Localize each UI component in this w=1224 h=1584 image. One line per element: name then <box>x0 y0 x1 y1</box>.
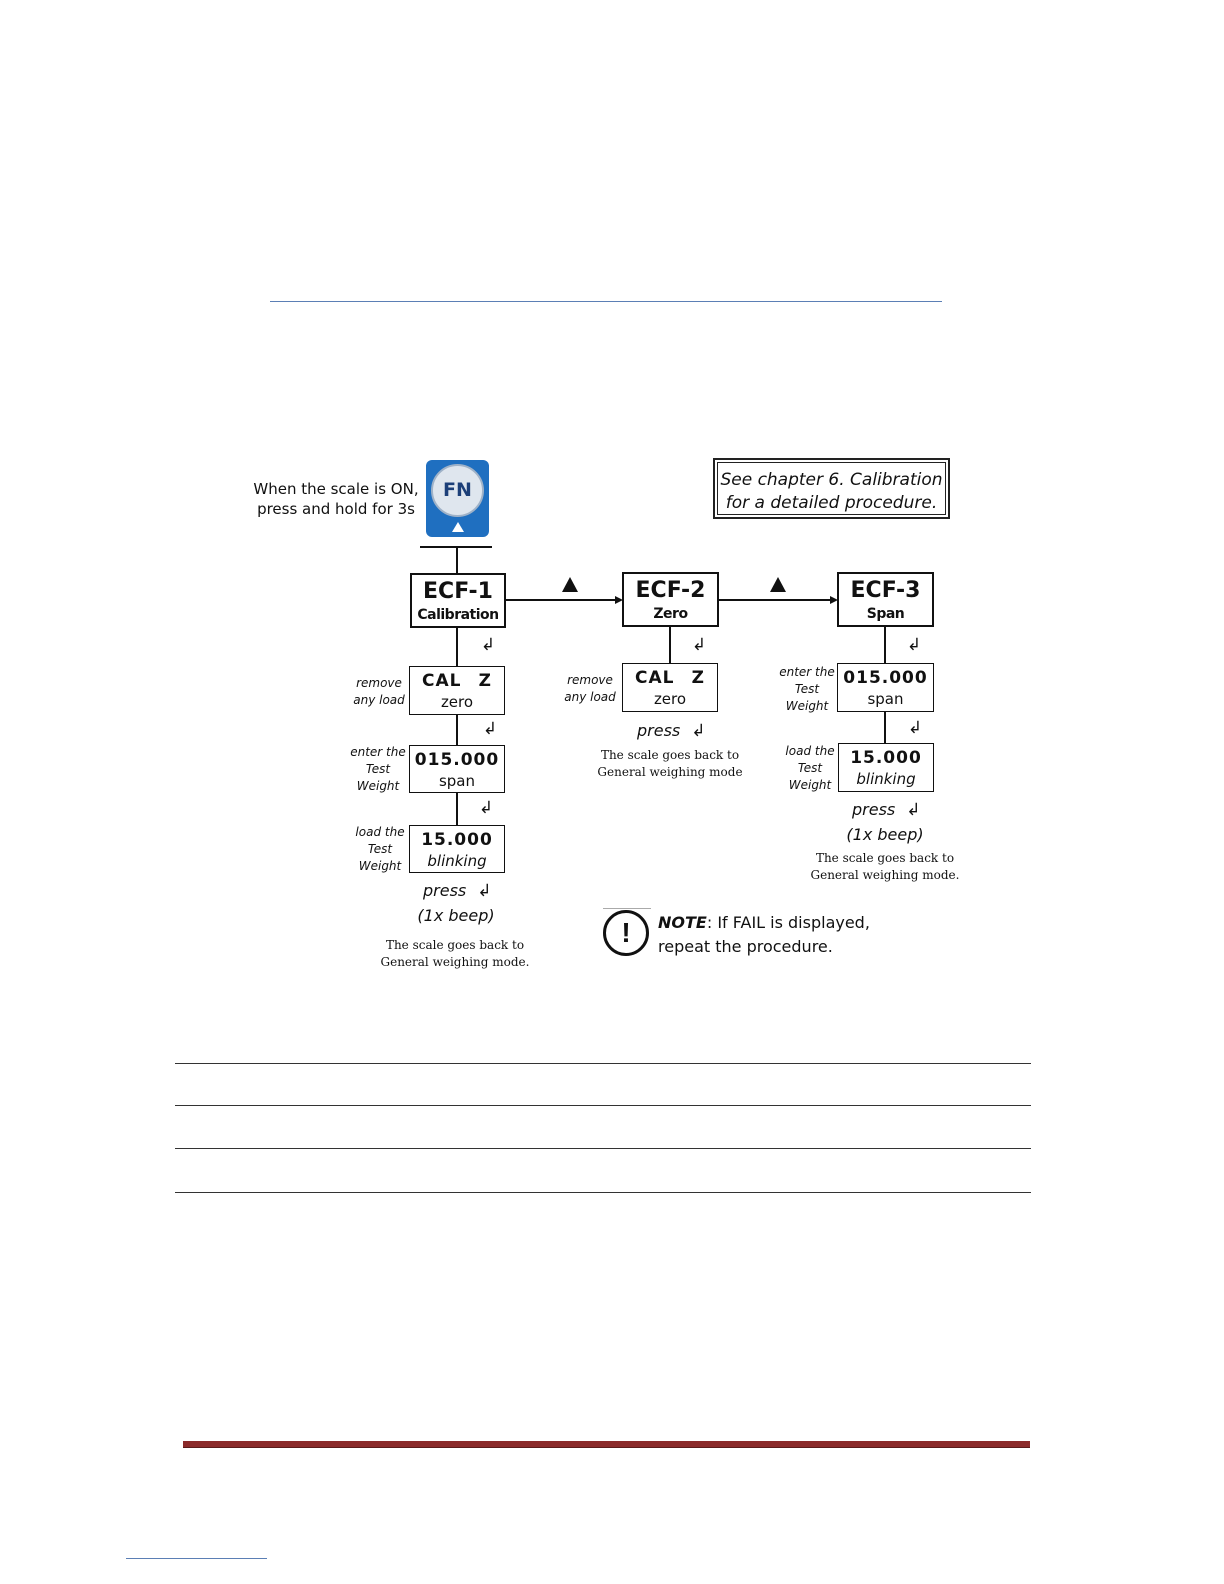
ecf2-result <box>585 747 755 781</box>
ecf2-press <box>637 721 706 741</box>
press-text: press <box>852 800 896 819</box>
ecf2-step1-instruction <box>560 672 620 706</box>
table-rule-1 <box>175 1063 1031 1064</box>
instruction-line: load the <box>355 825 405 839</box>
instruction-line: remove <box>567 673 613 687</box>
ecf1-display-cal-zero <box>409 666 505 715</box>
press-text: press <box>423 881 467 900</box>
reference-box <box>713 458 950 519</box>
result-line: General weighing mode. <box>380 955 530 969</box>
ecf3-result <box>800 850 970 884</box>
enter-key-icon: ↲ <box>477 881 492 901</box>
connector <box>669 627 671 664</box>
footer-bar <box>183 1441 1030 1448</box>
display-text: Z <box>478 671 492 691</box>
display-text: Z <box>691 668 705 688</box>
intro-text <box>248 479 424 519</box>
instruction-line: enter the <box>779 665 835 679</box>
display-text: CAL <box>422 671 462 691</box>
header-rule <box>270 301 942 302</box>
table-rule-4 <box>175 1192 1031 1193</box>
instruction-line: load the <box>785 744 835 758</box>
note-separator <box>603 908 651 909</box>
instruction-line: remove <box>356 676 402 690</box>
ecf2-title: ECF-2 <box>635 578 706 603</box>
enter-key-icon: ↲ <box>692 635 707 655</box>
instruction-line: Weight <box>788 778 832 792</box>
display-text: CAL <box>635 668 675 688</box>
ecf1-press <box>423 881 492 901</box>
arrowhead-icon <box>615 596 623 604</box>
note-label: NOTE <box>658 913 707 932</box>
arrow-ecf2-ecf3 <box>719 599 831 601</box>
ecf3-press <box>852 800 921 820</box>
fn-button <box>426 460 489 537</box>
instruction-line: any load <box>564 690 616 704</box>
ecf2-box <box>622 572 719 627</box>
result-line: The scale goes back to <box>385 938 525 952</box>
ecf2-subtitle: Zero <box>653 606 688 622</box>
arrowhead-icon <box>830 596 838 604</box>
ecf3-step1-instruction <box>776 664 838 715</box>
table-rule-2 <box>175 1105 1031 1106</box>
up-key-icon <box>562 577 578 592</box>
ecf1-title: ECF-1 <box>423 579 493 604</box>
display-text: 015.000 <box>414 750 500 770</box>
instruction-line: Test <box>365 762 391 776</box>
ecf3-box <box>837 572 934 627</box>
ecf3-display-span <box>837 663 934 712</box>
note-line-1: : If FAIL is displayed, <box>706 913 870 932</box>
display-subtext: span <box>438 772 476 790</box>
intro-line-1: When the scale is ON, <box>253 480 419 498</box>
display-text: 15.000 <box>850 748 922 768</box>
connector <box>456 793 458 825</box>
ecf1-box <box>410 573 506 628</box>
footer-link-underline <box>126 1558 267 1559</box>
enter-key-icon: ↲ <box>483 719 498 739</box>
instruction-line: Weight <box>358 859 402 873</box>
ecf1-result <box>370 937 540 971</box>
ecf1-beep: (1x beep) <box>417 906 495 925</box>
ecf1-display-blinking <box>409 825 505 873</box>
ecf3-title: ECF-3 <box>850 578 921 603</box>
connector <box>884 627 886 664</box>
ecf1-step1-instruction <box>350 675 408 709</box>
enter-key-icon: ↲ <box>481 635 496 655</box>
ecf1-display-span <box>409 745 505 793</box>
note-text <box>658 911 870 959</box>
display-text: 015.000 <box>843 668 928 688</box>
connector <box>884 712 886 743</box>
reference-line-2: for a detailed procedure. <box>725 493 938 513</box>
ecf3-beep: (1x beep) <box>846 825 924 844</box>
enter-key-icon: ↲ <box>479 798 494 818</box>
result-line: The scale goes back to <box>815 851 955 865</box>
instruction-line: enter the <box>350 745 406 759</box>
display-text: 15.000 <box>421 830 493 850</box>
connector <box>456 715 458 745</box>
display-subtext: span <box>867 690 904 708</box>
display-subtext: blinking <box>856 770 916 788</box>
instruction-line: Weight <box>785 699 829 713</box>
result-line: General weighing mode. <box>810 868 960 882</box>
ecf2-display-cal-zero <box>622 663 718 712</box>
exclamation-circle-icon: ! <box>603 910 649 956</box>
press-text: press <box>637 721 681 740</box>
instruction-line: any load <box>353 693 405 707</box>
enter-key-icon: ↲ <box>907 635 922 655</box>
instruction-line: Test <box>367 842 393 856</box>
connector <box>456 547 458 574</box>
ecf3-step2-instruction <box>780 743 840 794</box>
display-subtext: zero <box>440 693 474 711</box>
up-key-icon <box>770 577 786 592</box>
instruction-line: Weight <box>356 779 400 793</box>
triangle-up-icon <box>452 522 464 532</box>
table-rule-3 <box>175 1148 1031 1149</box>
result-line: General weighing mode <box>597 765 743 779</box>
fn-button-label: FN <box>443 479 472 501</box>
enter-key-icon: ↲ <box>906 800 921 820</box>
ecf3-subtitle: Span <box>866 606 905 622</box>
connector <box>456 628 458 666</box>
ecf1-step2-instruction <box>347 744 409 795</box>
display-subtext: zero <box>653 690 687 708</box>
note-line-2: repeat the procedure. <box>658 937 833 956</box>
enter-key-icon: ↲ <box>691 721 706 741</box>
intro-line-2: press and hold for 3s <box>257 500 415 518</box>
ecf3-display-blinking <box>838 743 934 792</box>
instruction-line: Test <box>794 682 820 696</box>
reference-line-1: See chapter 6. Calibration <box>720 470 943 490</box>
ecf1-step3-instruction <box>350 824 410 875</box>
arrow-ecf1-ecf2 <box>506 599 616 601</box>
display-subtext: blinking <box>427 852 487 870</box>
enter-key-icon: ↲ <box>908 718 923 738</box>
ecf1-subtitle: Calibration <box>417 607 499 623</box>
instruction-line: Test <box>797 761 823 775</box>
result-line: The scale goes back to <box>600 748 740 762</box>
